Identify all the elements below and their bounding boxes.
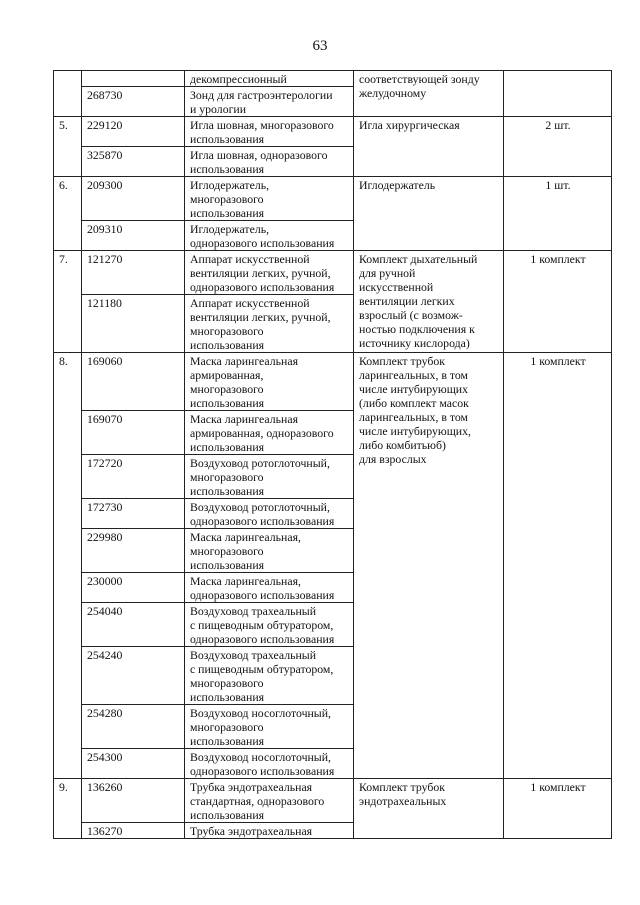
item-code xyxy=(82,221,185,251)
item-code xyxy=(82,499,185,529)
equipment-name-text: Комплект трубок ларингеальных, в том числе интубирующих (либо комплект масок ларингеальных, в том числе интубирующих, либо комбитьюб) для взрослых xyxy=(359,354,471,466)
item-code xyxy=(82,705,185,749)
equipment-name xyxy=(354,117,504,177)
item-code xyxy=(82,117,185,147)
equipment-table-body xyxy=(54,71,612,839)
equipment-name-text: Комплект дыхательный для ручной искусственной вентиляции легких взрослый (с возмож- ностью подключения к источнику кислорода) xyxy=(359,252,478,350)
item-code-text: 169070 xyxy=(87,412,123,426)
item-name-text: Трубка эндотрахеальная xyxy=(190,824,313,838)
item-code xyxy=(82,295,185,353)
table-row xyxy=(54,117,612,147)
item-code xyxy=(82,749,185,779)
quantity-text: 1 комплект xyxy=(530,354,586,368)
item-code-text: 172730 xyxy=(87,500,123,514)
row-number-text: 5. xyxy=(59,118,68,132)
table-row xyxy=(54,251,612,295)
item-name xyxy=(185,177,354,221)
item-name-text: Маска ларингеальная, многоразового использования xyxy=(190,530,301,572)
item-code xyxy=(82,71,185,87)
item-code-text: 229980 xyxy=(87,530,123,544)
item-name-text: Трубка эндотрахеальная стандартная, одноразового использования xyxy=(190,780,325,822)
quantity xyxy=(504,117,612,177)
equipment-name xyxy=(354,71,504,117)
item-name-text: Воздуховод носоглоточный, многоразового использования xyxy=(190,706,331,748)
row-number-text: 6. xyxy=(59,178,68,192)
item-code xyxy=(82,411,185,455)
item-code xyxy=(82,251,185,295)
quantity-text: 1 шт. xyxy=(545,178,571,192)
item-name xyxy=(185,221,354,251)
equipment-table xyxy=(53,70,612,839)
item-code-text: 136270 xyxy=(87,824,123,838)
row-number xyxy=(54,117,82,177)
quantity-text: 1 комплект xyxy=(530,252,586,266)
item-code-text: 172720 xyxy=(87,456,123,470)
item-name xyxy=(185,411,354,455)
item-name-text: декомпрессионный xyxy=(190,72,287,86)
equipment-name-text: Игла хирургическая xyxy=(359,118,460,132)
item-code-text: 209300 xyxy=(87,178,123,192)
item-name-text: Игла шовная, многоразового использования xyxy=(190,118,334,146)
item-name-text: Аппарат искусственной вентиляции легких, ручной, многоразового использования xyxy=(190,296,331,352)
item-code xyxy=(82,779,185,823)
item-code-text: 254240 xyxy=(87,648,123,662)
item-code-text: 254280 xyxy=(87,706,123,720)
quantity-text: 1 комплект xyxy=(530,780,586,794)
item-name-text: Игла шовная, одноразового использования xyxy=(190,148,328,176)
item-name xyxy=(185,705,354,749)
table-row xyxy=(54,177,612,221)
equipment-name xyxy=(354,353,504,779)
item-name-text: Воздуховод трахеальный с пищеводным обтуратором, многоразового использования xyxy=(190,648,334,704)
item-name xyxy=(185,573,354,603)
item-code-text: 209310 xyxy=(87,222,123,236)
item-code-text: 136260 xyxy=(87,780,123,794)
item-name xyxy=(185,251,354,295)
table-row xyxy=(54,353,612,411)
item-name xyxy=(185,353,354,411)
quantity xyxy=(504,779,612,839)
row-number xyxy=(54,779,82,839)
row-number xyxy=(54,71,82,117)
item-name-text: Воздуховод ротоглоточный, многоразового использования xyxy=(190,456,330,498)
item-code-text: 169060 xyxy=(87,354,123,368)
item-name-text: Воздуховод ротоглоточный, одноразового использования xyxy=(190,500,335,528)
row-number-text: 9. xyxy=(59,780,68,794)
item-name xyxy=(185,147,354,177)
item-name-text: Воздуховод трахеальный с пищеводным обтуратором, одноразового использования xyxy=(190,604,335,646)
item-name-text: Маска ларингеальная, одноразового использования xyxy=(190,574,335,602)
item-code-text: 254040 xyxy=(87,604,123,618)
item-code xyxy=(82,603,185,647)
item-code xyxy=(82,529,185,573)
quantity xyxy=(504,251,612,353)
item-code-text: 229120 xyxy=(87,118,123,132)
quantity xyxy=(504,177,612,251)
row-number xyxy=(54,353,82,779)
item-name-text: Аппарат искусственной вентиляции легких, ручной, одноразового использования xyxy=(190,252,335,294)
item-name-text: Иглодержатель, многоразового использования xyxy=(190,178,270,220)
item-code xyxy=(82,147,185,177)
item-code-text: 230000 xyxy=(87,574,123,588)
item-name xyxy=(185,779,354,823)
item-code-text: 121270 xyxy=(87,252,123,266)
item-name xyxy=(185,455,354,499)
item-name-text: Воздуховод носоглоточный, одноразового использования xyxy=(190,750,335,778)
equipment-name-text: Иглодержатель xyxy=(359,178,436,192)
item-name xyxy=(185,647,354,705)
quantity-text: 2 шт. xyxy=(545,118,571,132)
item-name xyxy=(185,823,354,839)
item-name xyxy=(185,87,354,117)
item-name-text: Зонд для гастроэнтерологии и урологии xyxy=(190,88,333,116)
item-code-text: 268730 xyxy=(87,88,123,102)
item-name xyxy=(185,71,354,87)
row-number xyxy=(54,177,82,251)
quantity xyxy=(504,353,612,779)
equipment-name-text: Комплект трубок эндотрахеальных xyxy=(359,780,447,808)
item-name xyxy=(185,117,354,147)
quantity xyxy=(504,71,612,117)
equipment-name xyxy=(354,779,504,839)
equipment-name-text: соответствующей зонду желудочному xyxy=(359,72,480,100)
row-number-text: 7. xyxy=(59,252,68,266)
item-name xyxy=(185,603,354,647)
item-code xyxy=(82,353,185,411)
item-name-text: Маска ларингеальная армированная, многоразового использования xyxy=(190,354,298,410)
item-code-text: 121180 xyxy=(87,296,122,310)
table-row xyxy=(54,71,612,87)
item-code xyxy=(82,177,185,221)
item-name-text: Иглодержатель, одноразового использования xyxy=(190,222,335,250)
item-name xyxy=(185,749,354,779)
item-code xyxy=(82,823,185,839)
item-name-text: Маска ларингеальная армированная, одноразового использования xyxy=(190,412,334,454)
item-code xyxy=(82,87,185,117)
item-code xyxy=(82,573,185,603)
equipment-name xyxy=(354,177,504,251)
item-code xyxy=(82,455,185,499)
item-name xyxy=(185,529,354,573)
item-code xyxy=(82,647,185,705)
item-name xyxy=(185,499,354,529)
item-code-text: 325870 xyxy=(87,148,123,162)
item-code-text: 254300 xyxy=(87,750,123,764)
equipment-name xyxy=(354,251,504,353)
page-number: 63 xyxy=(312,38,328,54)
row-number xyxy=(54,251,82,353)
table-row xyxy=(54,779,612,823)
item-name xyxy=(185,295,354,353)
row-number-text: 8. xyxy=(59,354,68,368)
